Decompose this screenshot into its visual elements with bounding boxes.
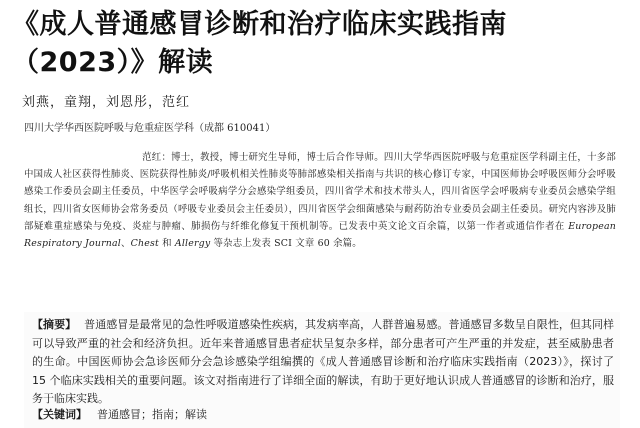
- keywords-text: 普通感冒；指南；解读: [97, 408, 207, 421]
- author-biography: [24, 149, 616, 252]
- keywords: [32, 406, 207, 424]
- bio-separator: 、: [121, 238, 131, 250]
- journal-name: Allergy: [174, 238, 211, 250]
- bio-text-end: 等杂志上发表 SCI 文章 60 余篇。: [210, 238, 362, 250]
- journal-name: Chest: [130, 238, 159, 250]
- abstract: [32, 316, 614, 409]
- abstract-section: [24, 312, 620, 428]
- keywords-label: 【关键词】: [32, 408, 87, 421]
- title-line-1: 《成人普通感冒诊断和治疗临床实践指南: [12, 9, 507, 40]
- bio-text: 范红：博士，教授，博士研究生导师，博士后合作导师。四川大学华西医院呼吸与危重症医学科副主任，十多部中国成人社区获得性肺炎、医院获得性肺炎/呼吸机相关性肺炎等肺部感染相关指南与共识的核心修订专家，中国医师协会呼吸医师分会呼吸感染工作委员会副主任委员，中华医学会呼吸病学分会感染学组委员，四川省学术和技术带头人，四川省医学会呼吸病专业委员会感染学组组长，四川省女医师协会常务委员（呼吸专业委员会主任委员），四川省医学会细菌感染与耐药防治专业委员会副主任委员。研究内容涉及肺部疑难重症感染与免疫、炎症与肿瘤、肺损伤与纤维化修复干预机制等。已发表中英文论文百余篇，以第一作者或通信作者在: [24, 152, 616, 232]
- title-line-2: （2023）》解读: [12, 47, 214, 78]
- author-list: 刘燕，童翔，刘恩彤，范红: [22, 95, 191, 110]
- article-title: [12, 6, 632, 82]
- journal-name: European Respiratory Journal: [24, 220, 616, 250]
- abstract-label: 【摘要】: [32, 318, 77, 331]
- bio-separator: 和: [158, 238, 175, 250]
- author-affiliation: 四川大学华西医院呼吸与危重症医学科（成都 610041）: [24, 123, 276, 134]
- abstract-text: 普通感冒是最常见的急性呼吸道感染性疾病，其发病率高，人群普遍易感。普通感冒多数呈自限性，但其同样可以导致严重的社会和经济负担。近年来普通感冒患者症状呈复杂多样，部分患者可产生严重的并发症，甚至威胁患者的生命。中国医师协会急诊医师分会急诊感染学组编撰的《成人普通感冒诊断和治疗临床实践指南（2023）》，探讨了 15 个临床实践相关的重要问题。该文对指南进行了详细全面的解读，有助于更好地认识成人普通感冒的诊断和治疗，服务于临床实践。: [32, 318, 615, 406]
